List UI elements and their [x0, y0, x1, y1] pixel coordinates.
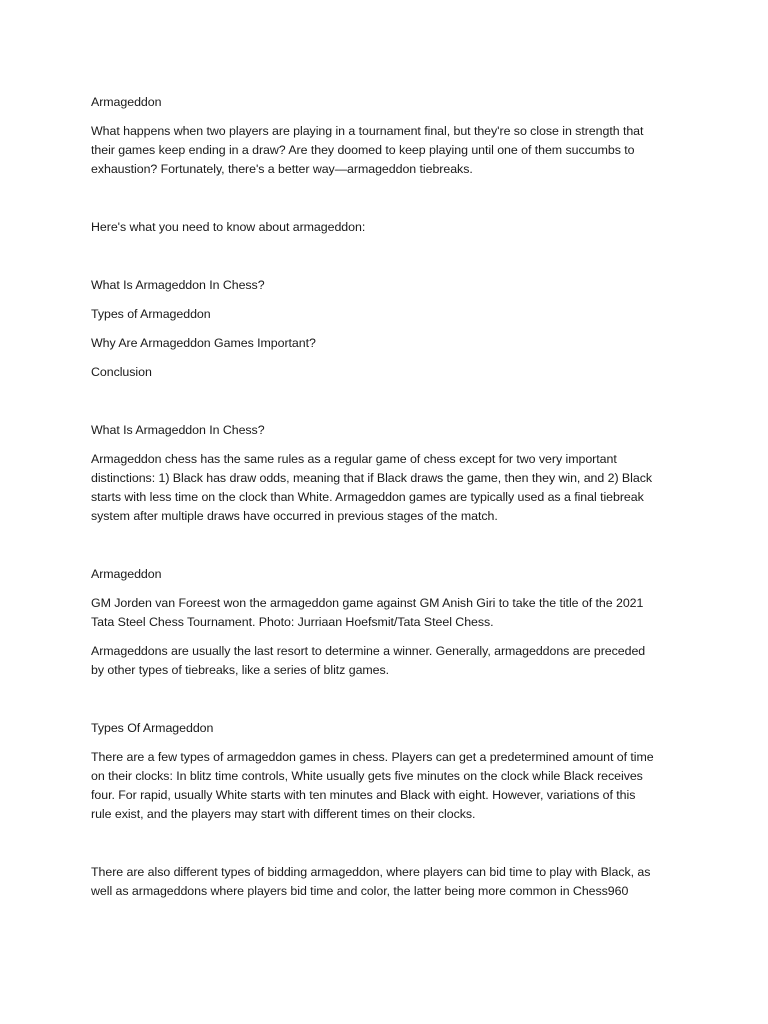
caption-line-2: Tata Steel Chess Tournament. Photo: Jurriaan Hoefsmit/Tata Steel Chess.	[91, 615, 494, 629]
section2-line-4: rule exist, and the players may start with different times on their clocks.	[91, 807, 476, 821]
toc-lead: Here's what you need to know about armageddon:	[91, 220, 366, 234]
section1-line-3: starts with less time on the clock than White. Armageddon games are typically used as a final tiebreak	[91, 490, 644, 504]
intro-line-3: exhaustion? Fortunately, there's a better way—armageddon tiebreaks.	[91, 162, 473, 176]
toc-item-conclusion: Conclusion	[91, 365, 152, 379]
section2-line-3: four. For rapid, usually White starts with ten minutes and Black with eight. However, variations of this	[91, 788, 636, 802]
intro-line-1: What happens when two players are playing in a tournament final, but they're so close in strength that	[91, 124, 644, 138]
section-heading-what-is: What Is Armageddon In Chess?	[91, 423, 265, 437]
bidding-line-1: There are also different types of bidding armageddon, where players can bid time to play with Black, as	[91, 865, 651, 879]
resort-line-2: by other types of tiebreaks, like a series of blitz games.	[91, 663, 390, 677]
toc-item-why-important: Why Are Armageddon Games Important?	[91, 336, 316, 350]
section1-line-2: distinctions: 1) Black has draw odds, meaning that if Black draws the game, then they win, and 2) Black	[91, 471, 652, 485]
toc-item-what-is: What Is Armageddon In Chess?	[91, 278, 265, 292]
bidding-line-2: well as armageddons where players bid time and color, the latter being more common in Chess960	[91, 884, 629, 898]
toc-item-types: Types of Armageddon	[91, 307, 211, 321]
resort-line-1: Armageddons are usually the last resort to determine a winner. Generally, armageddons are preceded	[91, 644, 646, 658]
section2-line-2: on their clocks: In blitz time controls, White usually gets five minutes on the clock while Black receives	[91, 769, 643, 783]
section2-line-1: There are a few types of armageddon games in chess. Players can get a predetermined amount of time	[91, 750, 654, 764]
section-heading-types: Types Of Armageddon	[91, 721, 214, 735]
page-title: Armageddon	[91, 95, 162, 109]
section1-line-1: Armageddon chess has the same rules as a regular game of chess except for two very important	[91, 452, 617, 466]
intro-line-2: their games keep ending in a draw? Are they doomed to keep playing until one of them succumbs to	[91, 143, 635, 157]
image-label: Armageddon	[91, 567, 162, 581]
caption-line-1: GM Jorden van Foreest won the armageddon game against GM Anish Giri to take the title of the 2021	[91, 596, 644, 610]
section1-line-4: system after multiple draws have occurred in previous stages of the match.	[91, 509, 498, 523]
